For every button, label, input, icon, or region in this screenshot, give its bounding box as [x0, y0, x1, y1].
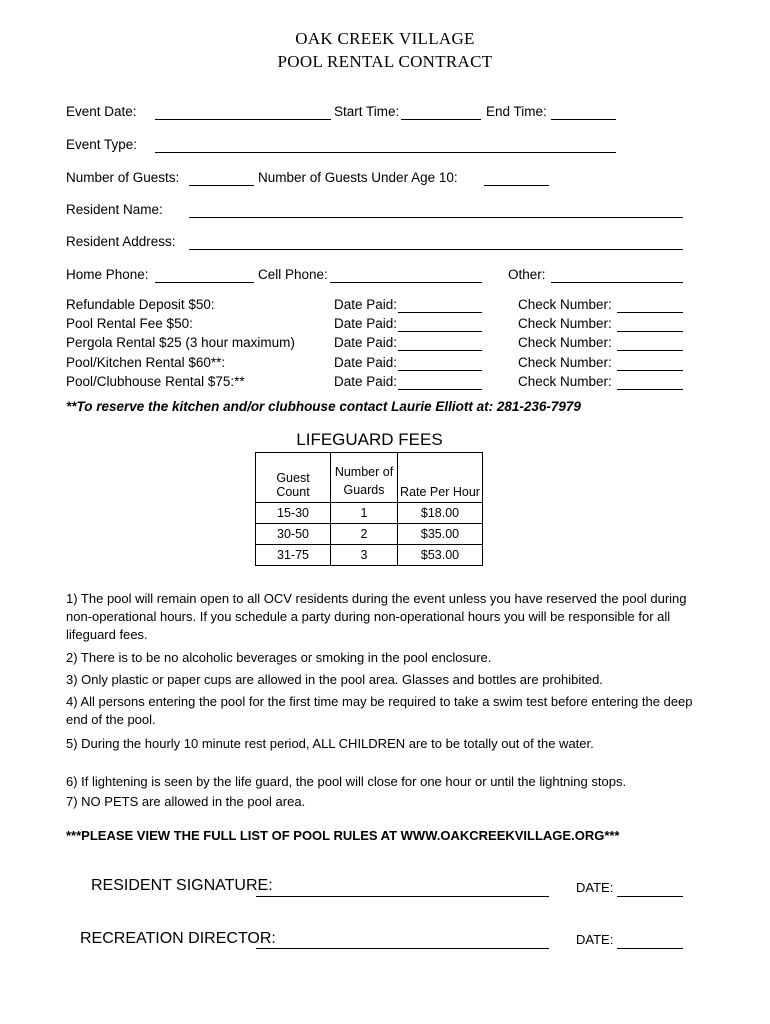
- director-date-label: DATE:: [576, 932, 614, 947]
- fee-item-label: Pool Rental Fee $50:: [66, 316, 193, 331]
- resident-address-label: Resident Address:: [66, 234, 176, 249]
- table-row: [256, 545, 483, 566]
- check-number-label: Check Number:: [518, 355, 612, 370]
- resident-signature-field[interactable]: [256, 896, 549, 897]
- director-signature-label: RECREATION DIRECTOR:: [80, 930, 276, 947]
- form-title: OAK CREEK VILLAGE: [295, 29, 475, 48]
- num-guests-label: Number of Guests:: [66, 170, 180, 185]
- header-guards-line1: Number of: [334, 465, 394, 479]
- header-number-of-guards: [331, 453, 398, 503]
- rule-3: 3) Only plastic or paper cups are allowed in the pool area. Glasses and bottles are prohibited.: [66, 672, 603, 687]
- date-paid-label: Date Paid:: [334, 374, 398, 389]
- resident-date-label: DATE:: [576, 880, 614, 895]
- home-phone-label: Home Phone:: [66, 267, 149, 282]
- date-paid-label: Date Paid:: [334, 316, 398, 331]
- rule-6: 6) If lightening is seen by the life guard, the pool will close for one hour or until the lightning stops.: [66, 774, 627, 789]
- fee-item-label: Pool/Kitchen Rental $60**:: [66, 355, 226, 370]
- date-paid-field[interactable]: [398, 370, 482, 371]
- rate-cell: $35.00: [398, 524, 483, 545]
- fee-item-label: Pergola Rental $25 (3 hour maximum): [66, 335, 295, 350]
- director-date-field[interactable]: [617, 948, 683, 949]
- end-time-label: End Time:: [486, 104, 547, 119]
- view-rules-notice: ***PLEASE VIEW THE FULL LIST OF POOL RULES AT WWW.OAKCREEKVILLAGE.ORG***: [66, 828, 620, 843]
- rule-7: 7) NO PETS are allowed in the pool area.: [66, 794, 306, 809]
- start-time-field[interactable]: [401, 119, 481, 120]
- date-paid-field[interactable]: [398, 389, 482, 390]
- start-time-label: Start Time:: [334, 104, 400, 119]
- date-paid-field[interactable]: [398, 350, 482, 351]
- date-paid-label: Date Paid:: [334, 355, 398, 370]
- rate-cell: $53.00: [398, 545, 483, 566]
- check-number-field[interactable]: [617, 389, 683, 390]
- guest-count-cell: 31-75: [256, 545, 331, 566]
- header-rate-per-hour: Rate Per Hour: [398, 453, 483, 503]
- cell-phone-label: Cell Phone:: [258, 267, 328, 282]
- rate-cell: $18.00: [398, 503, 483, 524]
- guards-cell: 3: [331, 545, 398, 566]
- num-guests-field[interactable]: [189, 185, 254, 186]
- cell-phone-field[interactable]: [330, 282, 482, 283]
- event-type-label: Event Type:: [66, 137, 138, 152]
- check-number-label: Check Number:: [518, 297, 612, 312]
- reserve-note: **To reserve the kitchen and/or clubhouse contact Laurie Elliott at: 281-236-7979: [66, 399, 581, 414]
- header-guards-line2: Guards: [343, 483, 385, 497]
- check-number-label: Check Number:: [518, 316, 612, 331]
- resident-address-field[interactable]: [189, 249, 683, 250]
- other-phone-field[interactable]: [551, 282, 683, 283]
- check-number-label: Check Number:: [518, 335, 612, 350]
- rule-2: 2) There is to be no alcoholic beverages or smoking in the pool enclosure.: [66, 650, 492, 665]
- rule-1: 1) The pool will remain open to all OCV residents during the event unless you have reserved the pool during non-operational hours. If you schedule a party during non-operational hours you will be responsible for all lifeguard fees.: [66, 591, 687, 642]
- guest-count-cell: 30-50: [256, 524, 331, 545]
- fee-item-label: Refundable Deposit $50:: [66, 297, 215, 312]
- director-signature-field[interactable]: [256, 948, 549, 949]
- other-phone-label: Other:: [508, 267, 546, 282]
- date-paid-field[interactable]: [398, 312, 482, 313]
- resident-name-label: Resident Name:: [66, 202, 163, 217]
- fee-item-label: Pool/Clubhouse Rental $75:**: [66, 374, 245, 389]
- date-paid-label: Date Paid:: [334, 297, 398, 312]
- lifeguard-fees-title: LIFEGUARD FEES: [296, 430, 443, 449]
- lifeguard-fees-table: [255, 452, 483, 566]
- check-number-field[interactable]: [617, 350, 683, 351]
- guards-cell: 1: [331, 503, 398, 524]
- home-phone-field[interactable]: [155, 282, 254, 283]
- num-guests-under-10-field[interactable]: [484, 185, 549, 186]
- num-guests-under-10-label: Number of Guests Under Age 10:: [258, 170, 458, 185]
- check-number-field[interactable]: [617, 370, 683, 371]
- event-type-field[interactable]: [155, 152, 616, 153]
- guards-cell: 2: [331, 524, 398, 545]
- event-date-field[interactable]: [155, 119, 331, 120]
- form-subtitle: POOL RENTAL CONTRACT: [277, 52, 493, 71]
- header-guest-count: Guest Count: [256, 453, 331, 503]
- rule-4: 4) All persons entering the pool for the first time may be required to take a swim test before entering the deep end of the pool.: [66, 694, 693, 727]
- check-number-field[interactable]: [617, 312, 683, 313]
- check-number-label: Check Number:: [518, 374, 612, 389]
- resident-date-field[interactable]: [617, 896, 683, 897]
- resident-signature-label: RESIDENT SIGNATURE:: [91, 877, 273, 894]
- end-time-field[interactable]: [551, 119, 616, 120]
- table-row: [256, 524, 483, 545]
- date-paid-field[interactable]: [398, 331, 482, 332]
- guest-count-cell: 15-30: [256, 503, 331, 524]
- resident-name-field[interactable]: [189, 217, 683, 218]
- check-number-field[interactable]: [617, 331, 683, 332]
- table-header-row: [256, 453, 483, 503]
- table-row: [256, 503, 483, 524]
- rule-5: 5) During the hourly 10 minute rest period, ALL CHILDREN are to be totally out of the water.: [66, 736, 594, 751]
- date-paid-label: Date Paid:: [334, 335, 398, 350]
- event-date-label: Event Date:: [66, 104, 137, 119]
